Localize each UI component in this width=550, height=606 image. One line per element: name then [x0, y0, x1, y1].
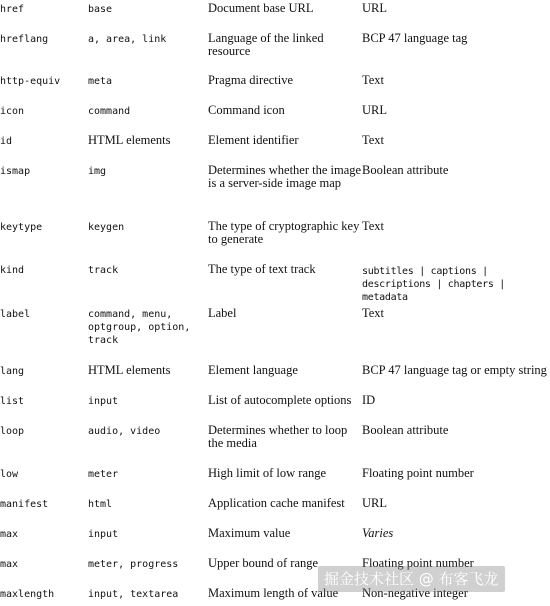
applicable-elements: track: [88, 265, 119, 276]
attribute-name: hreflang: [0, 34, 49, 45]
applicable-elements: a, area, link: [88, 34, 167, 45]
table-row: [0, 102, 550, 132]
attribute-description: Element language: [208, 363, 298, 377]
attribute-name: max: [0, 529, 19, 540]
applicable-elements: input: [88, 396, 119, 407]
attribute-name: label: [0, 309, 31, 320]
table-row: [0, 305, 550, 362]
attribute-name: icon: [0, 106, 25, 117]
watermark: 掘金技术社区 @ 布客飞龙: [318, 566, 505, 592]
attribute-description: Element identifier: [208, 133, 299, 147]
attribute-value: Floating point number: [362, 466, 474, 480]
attribute-name: href: [0, 4, 25, 15]
applicable-elements: base: [88, 4, 113, 15]
applicable-elements: meter, progress: [88, 559, 179, 570]
attribute-description: Label: [208, 306, 237, 320]
table-row: [0, 162, 550, 218]
attribute-description: Language of the linked resource: [208, 31, 324, 58]
attribute-description: List of autocomplete options: [208, 393, 352, 407]
attribute-description: Maximum length of value: [208, 586, 339, 600]
attribute-value: URL: [362, 1, 387, 15]
attribute-description: Pragma directive: [208, 73, 294, 87]
attribute-name: kind: [0, 265, 25, 276]
attribute-name: keytype: [0, 222, 43, 233]
table-row: [0, 218, 550, 261]
attribute-name: list: [0, 396, 25, 407]
attribute-value: Text: [362, 73, 385, 87]
table-row: [0, 30, 550, 72]
attribute-value: Boolean attribute: [362, 423, 449, 437]
attribute-value: Non-negative integer: [362, 586, 468, 600]
attribute-name: lang: [0, 366, 25, 377]
table-row: [0, 72, 550, 102]
attribute-value: ID: [362, 393, 376, 407]
applicable-elements: input: [88, 529, 119, 540]
table-row: [0, 392, 550, 422]
attribute-value: Text: [362, 133, 385, 147]
attribute-description: Upper bound of range: [208, 556, 319, 570]
table-row: [0, 525, 550, 555]
attribute-name: loop: [0, 426, 25, 437]
attribute-description: The type of text track: [208, 262, 316, 276]
attribute-value: BCP 47 language tag: [362, 31, 468, 45]
attribute-value: Floating point number: [362, 556, 474, 570]
applicable-elements: input, textarea: [88, 589, 179, 600]
table-row: [0, 362, 550, 392]
applicable-elements: html: [88, 499, 113, 510]
applicable-elements: meta: [88, 76, 113, 87]
attribute-name: ismap: [0, 166, 31, 177]
attribute-value: URL: [362, 496, 387, 510]
attribute-value: subtitles | captions | descriptions | chapters | metadata: [362, 266, 506, 303]
attribute-value: Text: [362, 219, 385, 233]
attribute-value: Varies: [362, 526, 394, 540]
attribute-description: Document base URL: [208, 1, 314, 15]
attribute-name: maxlength: [0, 589, 55, 600]
applicable-elements: img: [88, 166, 107, 177]
applicable-elements: keygen: [88, 222, 125, 233]
applicable-elements: command: [88, 106, 131, 117]
attribute-description: High limit of low range: [208, 466, 327, 480]
attribute-name: max: [0, 559, 19, 570]
applicable-elements: HTML elements: [88, 363, 171, 377]
applicable-elements: audio, video: [88, 426, 161, 437]
applicable-elements: HTML elements: [88, 133, 171, 147]
attribute-description: Maximum value: [208, 526, 291, 540]
attribute-name: http-equiv: [0, 76, 61, 87]
attribute-description: The type of cryptographic key to generate: [208, 219, 360, 246]
attribute-value: BCP 47 language tag or empty string: [362, 363, 547, 377]
attribute-value: Boolean attribute: [362, 163, 449, 177]
attribute-value: Text: [362, 306, 385, 320]
attribute-description: Determines whether to loop the media: [208, 423, 348, 450]
table-row: [0, 261, 550, 305]
attribute-description: Command icon: [208, 103, 285, 117]
attribute-name: manifest: [0, 499, 49, 510]
table-row: [0, 132, 550, 162]
attribute-name: id: [0, 136, 13, 147]
table-row: [0, 495, 550, 525]
table-row: [0, 0, 550, 30]
attribute-name: low: [0, 469, 19, 480]
attribute-description: Application cache manifest: [208, 496, 345, 510]
attribute-description: Determines whether the image is a server-side image map: [208, 163, 362, 190]
applicable-elements: command, menu, optgroup, option, track: [88, 309, 191, 346]
table-row: [0, 422, 550, 465]
table-row: [0, 465, 550, 495]
attribute-value: URL: [362, 103, 387, 117]
applicable-elements: meter: [88, 469, 119, 480]
